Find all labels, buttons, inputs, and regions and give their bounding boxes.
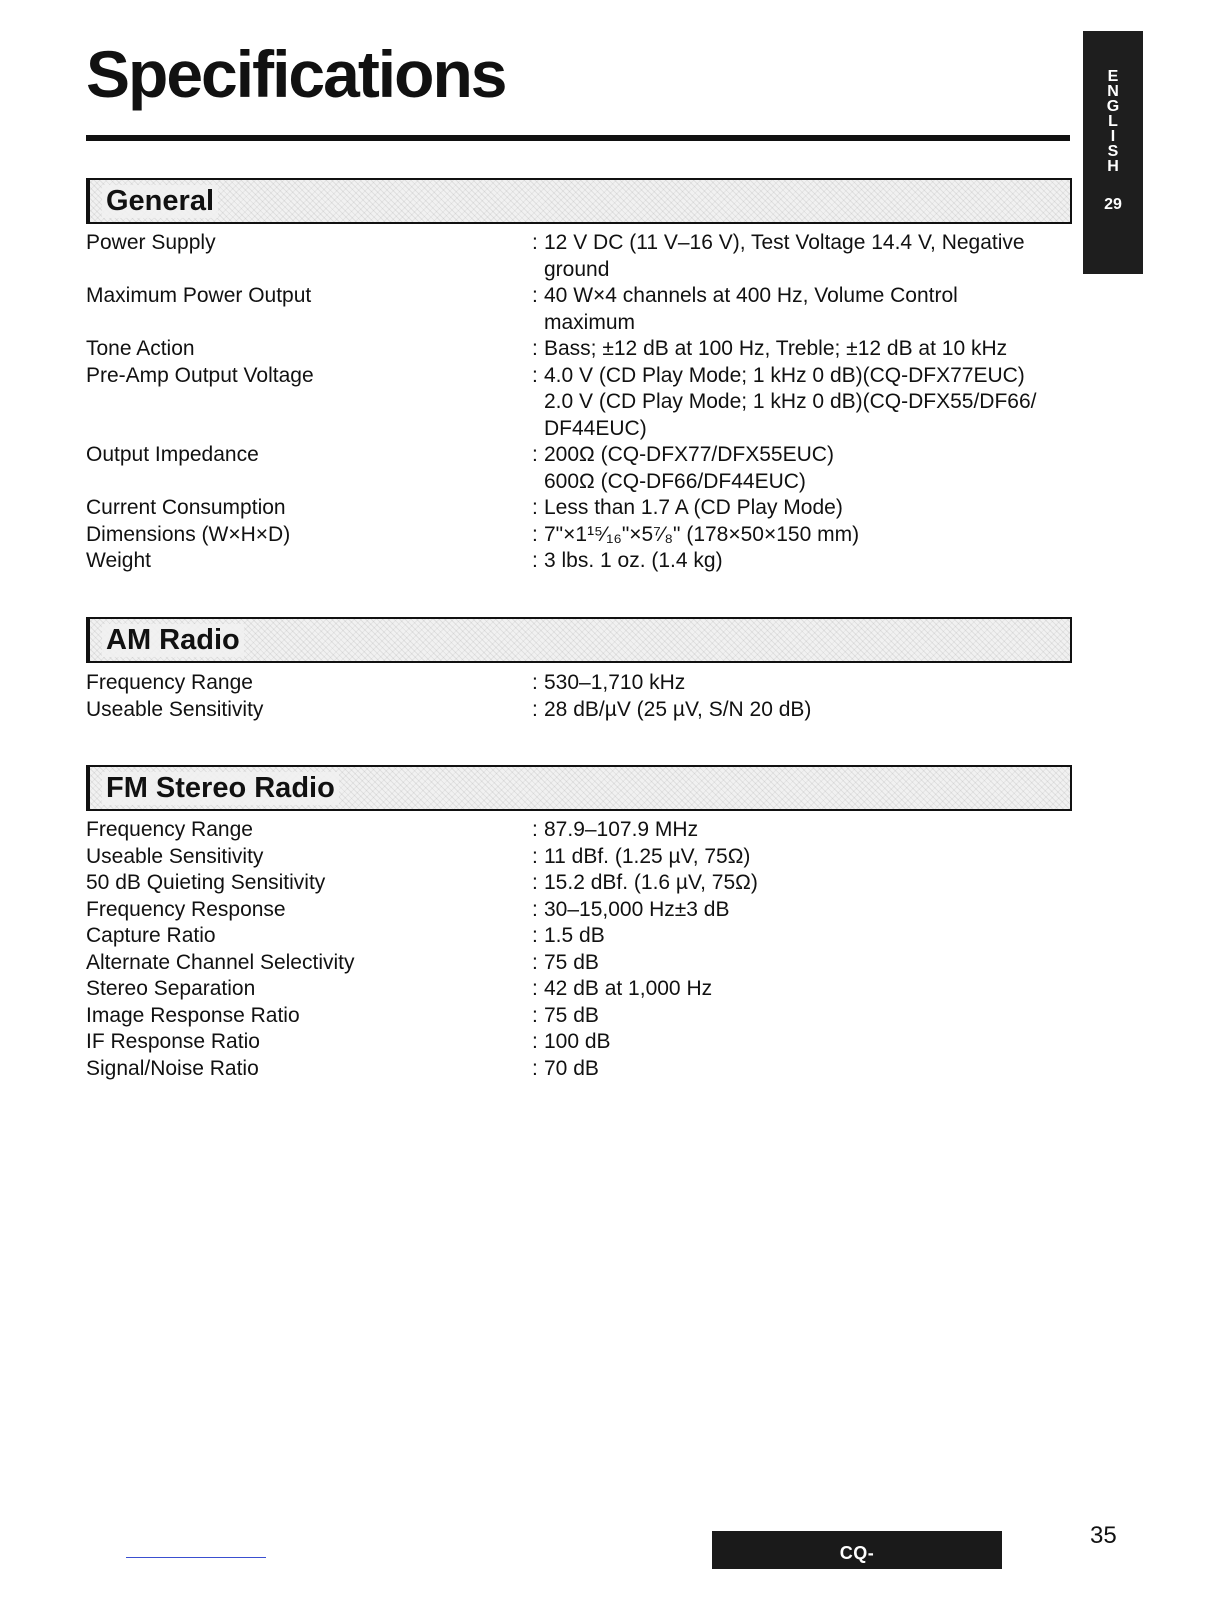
spec-value: 75 dB — [544, 950, 599, 974]
spec-row — [86, 897, 1086, 924]
spec-row — [86, 336, 1086, 363]
model-number-badge: CQ-DFX77/DFX55/DF66/DF44EUC — [712, 1531, 1002, 1569]
spec-row — [86, 548, 1086, 575]
spec-value: 42 dB at 1,000 Hz — [544, 977, 713, 1000]
language-letter: I — [1110, 128, 1116, 145]
spec-row — [86, 442, 1086, 469]
spec-separator: : — [532, 697, 538, 721]
spec-list-am-radio — [86, 670, 1086, 723]
spec-row — [86, 1029, 1086, 1056]
spec-value: 11 dBf. (1.25 µV, 75Ω) — [544, 844, 751, 868]
spec-separator: : — [532, 818, 538, 841]
spec-row-continuation — [86, 469, 1086, 496]
spec-label: Pre-Amp Output Voltage — [86, 363, 314, 387]
section-header-am-radio — [86, 617, 1072, 663]
spec-label: Weight — [86, 549, 151, 572]
language-letter: S — [1107, 143, 1119, 160]
spec-label: Capture Ratio — [86, 924, 216, 947]
page-title: Specifications — [86, 37, 506, 111]
spec-separator: : — [532, 924, 538, 947]
spec-separator — [532, 416, 544, 443]
spec-value: 30–15,000 Hz±3 dB — [544, 897, 730, 921]
spec-label — [86, 469, 532, 496]
spec-row — [86, 522, 1086, 549]
spec-separator: : — [532, 231, 538, 254]
spec-row — [86, 976, 1086, 1003]
spec-row — [86, 670, 1086, 697]
language-letter: H — [1107, 158, 1119, 175]
spec-separator: : — [532, 1056, 538, 1080]
spec-separator — [532, 469, 544, 496]
spec-separator — [532, 257, 544, 284]
spec-value: 12 V DC (11 V–16 V), Test Voltage 14.4 V, Negative — [544, 231, 1025, 254]
language-tab — [1083, 31, 1143, 274]
language-letter: L — [1108, 113, 1118, 130]
spec-separator — [532, 389, 544, 416]
spec-separator — [532, 310, 544, 337]
spec-label: Power Supply — [86, 231, 216, 254]
spec-value: ground — [544, 257, 610, 281]
spec-row-continuation — [86, 257, 1086, 284]
spec-label: IF Response Ratio — [86, 1030, 260, 1053]
spec-value: 3 lbs. 1 oz. (1.4 kg) — [544, 549, 723, 572]
spec-row — [86, 844, 1086, 871]
spec-value: 15.2 dBf. (1.6 µV, 75Ω) — [544, 871, 758, 894]
spec-row — [86, 817, 1086, 844]
spec-list-general — [86, 230, 1086, 575]
spec-row — [86, 950, 1086, 977]
spec-separator: : — [532, 671, 538, 694]
spec-separator: : — [532, 1030, 538, 1053]
spec-separator: : — [532, 1003, 538, 1027]
spec-label: Frequency Response — [86, 897, 286, 921]
spec-label: Tone Action — [86, 337, 195, 360]
spec-label: Signal/Noise Ratio — [86, 1056, 259, 1080]
spec-label — [86, 416, 532, 443]
spec-label: Frequency Range — [86, 818, 253, 841]
spec-separator: : — [532, 363, 538, 387]
spec-row-continuation — [86, 416, 1086, 443]
section-heading-fm-radio: FM Stereo Radio — [102, 772, 339, 805]
spec-value: 28 dB/µV (25 µV, S/N 20 dB) — [544, 697, 812, 721]
spec-value: 1.5 dB — [544, 924, 605, 947]
page-number: 35 — [1090, 1522, 1117, 1549]
title-rule — [86, 135, 1070, 141]
spec-row — [86, 1003, 1086, 1030]
spec-value: 70 dB — [544, 1056, 599, 1080]
spec-label: Frequency Range — [86, 671, 253, 694]
spec-value: 2.0 V (CD Play Mode; 1 kHz 0 dB)(CQ-DFX55/DF66/ — [544, 390, 1037, 413]
spec-separator: : — [532, 549, 538, 572]
spec-value: 200Ω (CQ-DFX77/DFX55EUC) — [544, 443, 834, 466]
spec-label: Current Consumption — [86, 496, 286, 519]
spec-separator: : — [532, 522, 538, 546]
spec-separator: : — [532, 977, 538, 1000]
footer-rule — [126, 1557, 266, 1558]
language-letter: G — [1106, 98, 1120, 115]
language-letter: N — [1107, 83, 1119, 100]
spec-row — [86, 697, 1086, 724]
spec-label: Maximum Power Output — [86, 284, 312, 307]
spec-value: 40 W×4 channels at 400 Hz, Volume Control — [544, 284, 958, 307]
spec-label: Output Impedance — [86, 443, 259, 466]
section-header-fm-radio — [86, 765, 1072, 811]
language-letter: E — [1107, 68, 1119, 85]
language-tab-number: 29 — [1104, 196, 1122, 213]
spec-separator: : — [532, 871, 538, 894]
section-heading-am-radio: AM Radio — [102, 624, 244, 657]
spec-row — [86, 363, 1086, 390]
spec-value: 100 dB — [544, 1030, 611, 1053]
spec-label: Alternate Channel Selectivity — [86, 950, 355, 974]
spec-row — [86, 230, 1086, 257]
spec-value: 75 dB — [544, 1003, 599, 1027]
spec-separator: : — [532, 844, 538, 868]
spec-label — [86, 310, 532, 337]
spec-value: 7"×1¹⁵⁄₁₆"×5⁷⁄₈" (178×50×150 mm) — [544, 522, 860, 546]
spec-value: Bass; ±12 dB at 100 Hz, Treble; ±12 dB at 10 kHz — [544, 337, 1008, 360]
spec-value: 530–1,710 kHz — [544, 671, 686, 694]
spec-value: DF44EUC) — [544, 416, 647, 440]
spec-label — [86, 389, 532, 416]
spec-value: 87.9–107.9 MHz — [544, 818, 699, 841]
section-header-general — [86, 178, 1072, 224]
section-heading-general: General — [102, 185, 218, 218]
spec-value: 600Ω (CQ-DF66/DF44EUC) — [544, 469, 806, 493]
spec-separator: : — [532, 284, 538, 307]
spec-row-continuation — [86, 389, 1086, 416]
language-tab-letters — [1083, 69, 1143, 174]
spec-row — [86, 870, 1086, 897]
spec-list-fm-radio — [86, 817, 1086, 1082]
spec-label: 50 dB Quieting Sensitivity — [86, 871, 326, 894]
spec-separator: : — [532, 443, 538, 466]
spec-value: maximum — [544, 310, 636, 334]
spec-separator: : — [532, 337, 538, 360]
spec-row — [86, 495, 1086, 522]
spec-label: Useable Sensitivity — [86, 844, 264, 868]
spec-value: Less than 1.7 A (CD Play Mode) — [544, 496, 843, 519]
spec-row — [86, 923, 1086, 950]
spec-label: Stereo Separation — [86, 977, 256, 1000]
spec-separator: : — [532, 496, 538, 519]
spec-separator: : — [532, 950, 538, 974]
spec-label — [86, 257, 532, 284]
spec-row-continuation — [86, 310, 1086, 337]
spec-row — [86, 1056, 1086, 1083]
spec-label: Image Response Ratio — [86, 1003, 300, 1027]
spec-value: 4.0 V (CD Play Mode; 1 kHz 0 dB)(CQ-DFX77EUC) — [544, 363, 1025, 387]
spec-label: Useable Sensitivity — [86, 697, 264, 721]
spec-separator: : — [532, 897, 538, 921]
spec-row — [86, 283, 1086, 310]
spec-label: Dimensions (W×H×D) — [86, 522, 291, 546]
